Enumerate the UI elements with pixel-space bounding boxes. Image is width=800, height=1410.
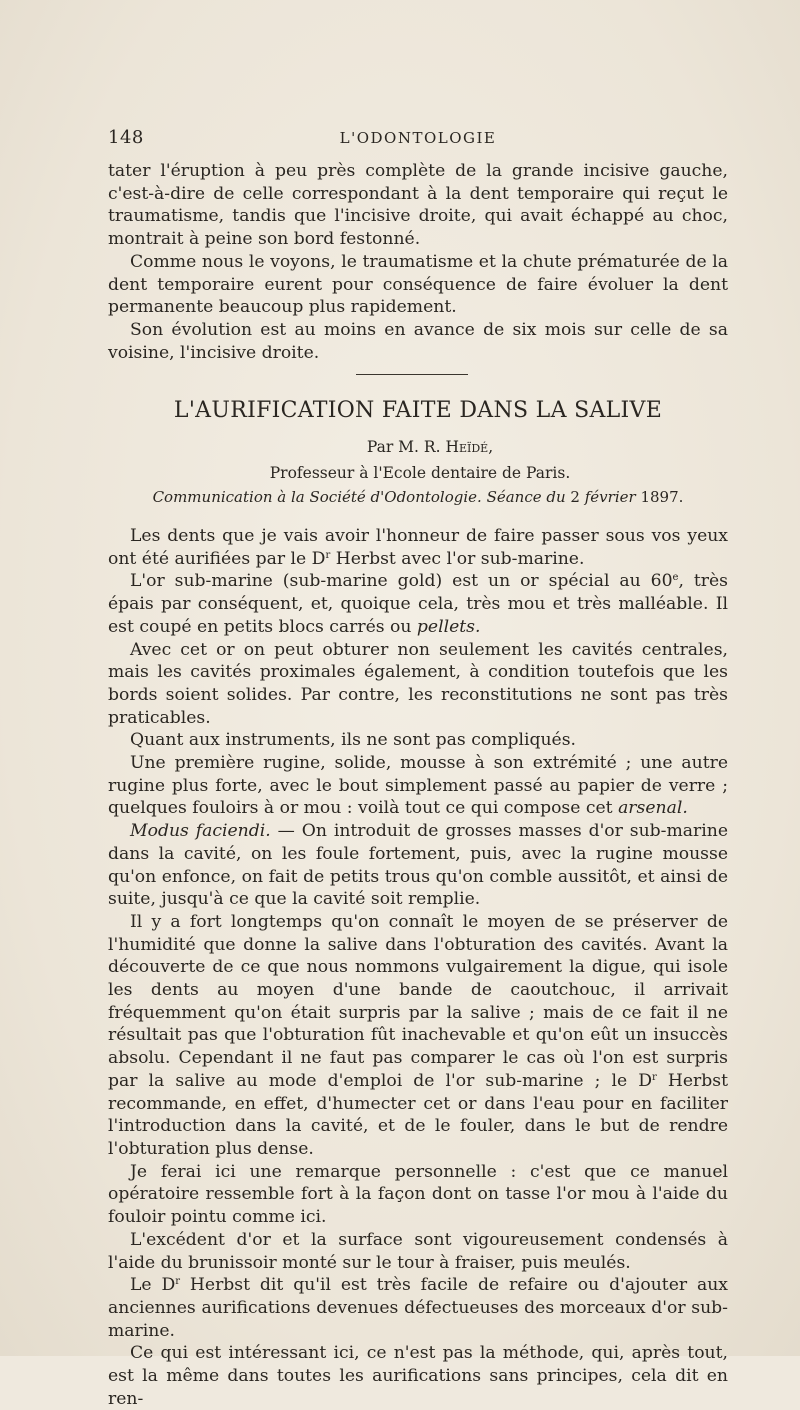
- communication-day: 2: [570, 488, 580, 506]
- italic-run: Modus faciendi.: [130, 821, 271, 842]
- communication-year: 1897.: [640, 488, 684, 506]
- body-paragraph: Avec cet or on peut obturer non seulement les cavités centrales, mais les cavités proximales également, à condition toutefois que les bords soient solides. Par contre, les reconstitutions ne sont pas très praticables.: [108, 639, 728, 728]
- page-number: 148: [108, 127, 144, 148]
- communication-note: [108, 488, 728, 506]
- body-paragraph: [108, 752, 728, 820]
- italic-run: arsenal.: [618, 798, 688, 819]
- text-run: Une première rugine, solide, mousse à son extrémité ; une autre rugine plus forte, avec le bout simplement passé au papier de verre ; quelques fouloirs à or mou : voilà tout ce qui compose cet: [108, 753, 728, 819]
- text-run: Il y a fort longtemps qu'on connaît le moyen de se préserver de l'humidité que donne la salive dans l'obturation des cavités. Avant la découverte de ce que nous nommons vulgairement la digue, qui isole les dents au moyen d'une bande de caoutchouc, il arrivait fréquemment qu'on était surpris par la salive ; mais de ce fait il ne résultait pas que l'obturation fût inachevable et qu'on eût un insuccès absolu. Cependant il ne faut pas comparer le cas où l'on est surpris par la salive au mode d'emploi de l'or sub-marine ; le D: [108, 911, 728, 1091]
- superscript: r: [325, 549, 331, 561]
- text-run: Herbst avec l'or sub-marine.: [330, 548, 585, 569]
- text-run: Le D: [130, 1275, 176, 1296]
- text-run: Herbst dit qu'il est très facile de refaire ou d'ajouter aux anciennes aurifications devenues défectueuses des morceaux d'or sub-marine.: [108, 1275, 728, 1341]
- superscript: r: [652, 1071, 657, 1083]
- text-run: L'or sub-marine (sub-marine gold) est un or spécial au 60: [130, 571, 673, 592]
- italic-run: pellets.: [416, 616, 481, 637]
- intro-paragraph: tater l'éruption à peu près complète de la grande incisive gauche, c'est-à-dire de celle correspondant à la dent temporaire qui reçut le traumatisme, tandis que l'incisive droite, qui avait échappé au choc, montrait à peine son bord festonné.: [108, 161, 728, 250]
- text-run: Les dents que je vais avoir l'honneur de faire passer sous vos yeux ont été aurifiées par le D: [108, 526, 728, 569]
- body-paragraph: [108, 911, 728, 1161]
- communication-month: février: [584, 488, 636, 506]
- running-title: L'ODONTOLOGIE: [339, 129, 497, 147]
- byline-prefix: Par M. R.: [366, 438, 441, 456]
- byline: [120, 438, 740, 456]
- article-body: [108, 525, 728, 1410]
- page-header: [108, 127, 728, 153]
- text-run: Herbst recommande, en effet, d'humecter cet or dans l'eau pour en faciliter l'introduction dans la cavité, et de le fouler, dans le but de rendre l'obturation plus dense.: [108, 1070, 728, 1159]
- superscript: r: [175, 1276, 181, 1288]
- section-divider: [356, 374, 468, 375]
- text-run: — On introduit de grosses masses d'or sub-marine dans la cavité, on les foule fortement, puis, avec la rugine mousse qu'on enfonce, on fait de petits trous qu'on comble aussitôt, et ainsi de suite, jusqu'à ce que la cavité soit remplie.: [108, 821, 728, 910]
- intro-text: [108, 160, 728, 364]
- body-paragraph: Ce qui est intéressant ici, ce n'est pas la méthode, qui, après tout, est la même dans toutes les aurifications sans principes, cela dit en ren-: [108, 1343, 728, 1409]
- article-title: L'AURIFICATION FAITE DANS LA SALIVE: [173, 398, 663, 423]
- author-affiliation: Professeur à l'Ecole dentaire de Paris.: [269, 464, 571, 482]
- author-name: Heïdé,: [445, 438, 494, 456]
- text-run: , très épais par conséquent, et, quoique cela, très mou et très malléable. Il est coupé en petits blocs carrés ou: [108, 571, 728, 637]
- intro-paragraph: Comme nous le voyons, le traumatisme et la chute prématurée de la dent temporaire eurent pour conséquence de faire évoluer la dent permanente beaucoup plus rapidement.: [108, 251, 728, 318]
- body-paragraph: [108, 525, 728, 570]
- body-paragraph: L'excédent d'or et la surface sont vigoureusement condensés à l'aide du brunissoir monté sur le tour à fraiser, puis meulés.: [108, 1229, 728, 1273]
- body-paragraph: Je ferai ici une remarque personnelle : c'est que ce manuel opératoire ressemble fort à la façon dont on tasse l'or mou à l'aide du fouloir pointu comme ici.: [108, 1161, 728, 1228]
- body-paragraph: [108, 570, 728, 638]
- body-paragraph: [108, 1274, 728, 1342]
- body-paragraph: [108, 820, 728, 911]
- communication-text: Communication à la Société d'Odontologie. Séance du: [152, 488, 566, 506]
- body-paragraph: Quant aux instruments, ils ne sont pas compliqués.: [130, 730, 577, 751]
- intro-paragraph: Son évolution est au moins en avance de six mois sur celle de sa voisine, l'incisive droite.: [108, 319, 728, 363]
- superscript: e: [672, 572, 679, 584]
